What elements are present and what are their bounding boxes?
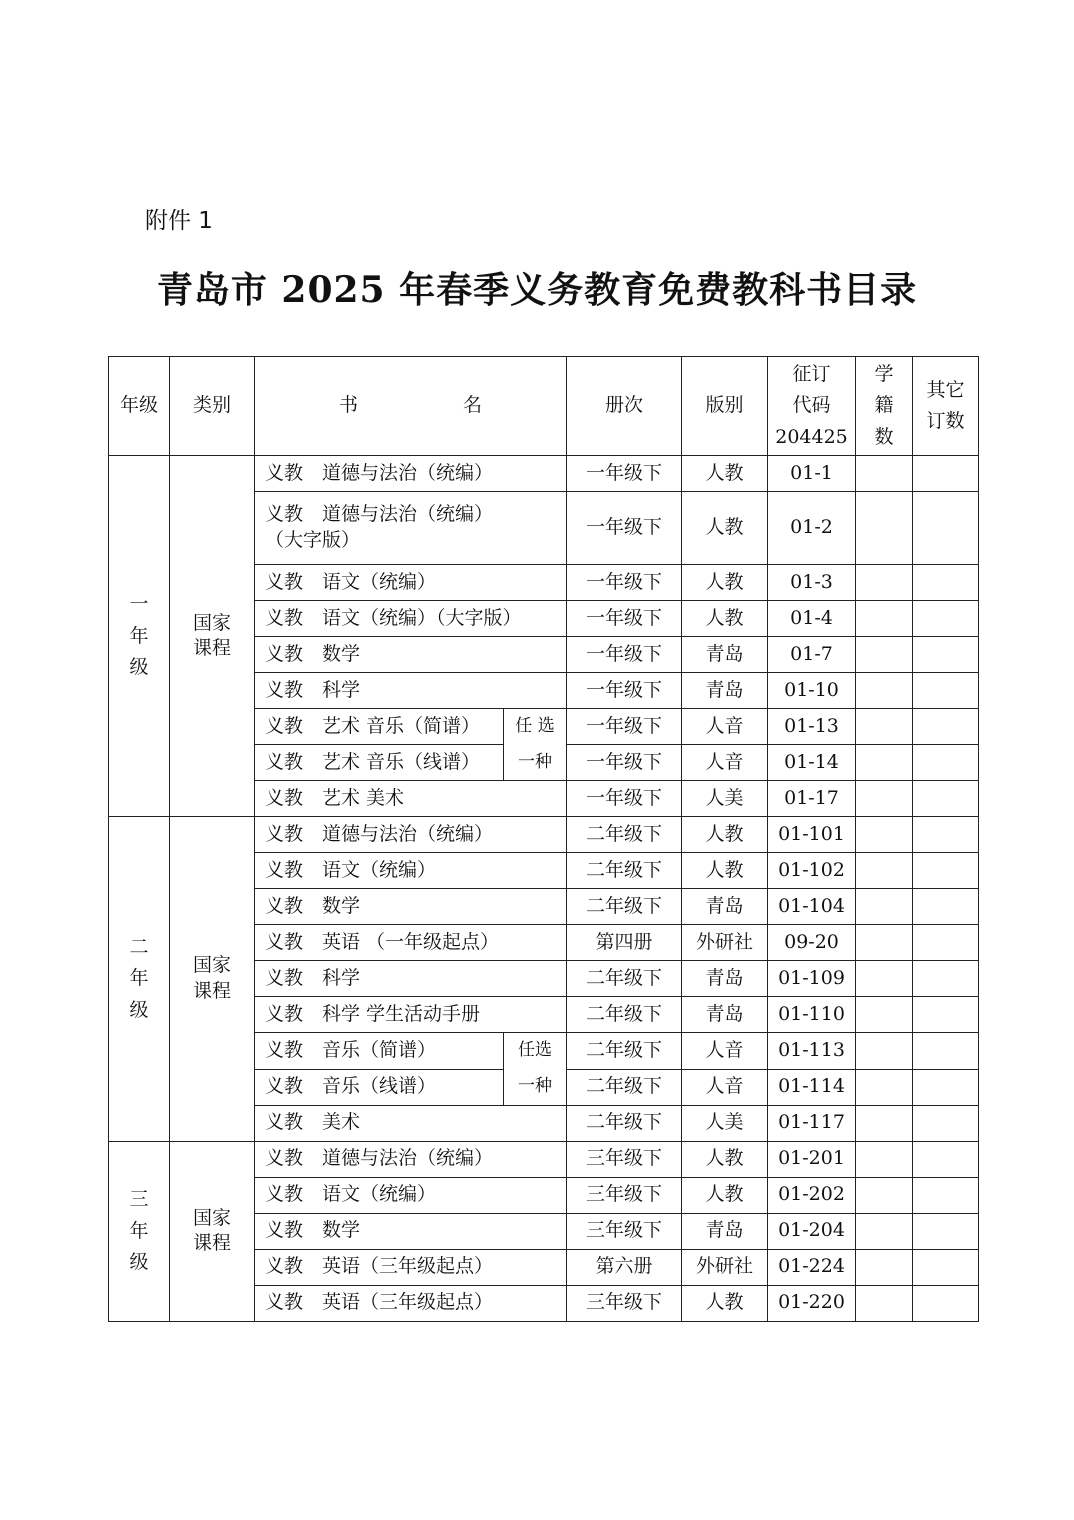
header-other-count-line: 其它: [926, 378, 965, 401]
category-line: 课程: [192, 637, 231, 660]
edition-cell: 青岛: [682, 889, 768, 925]
grade-cell: [109, 1141, 170, 1321]
edition-cell: 外研社: [682, 1249, 768, 1285]
book-name-line: [265, 1002, 566, 1028]
header-other-count-line: 订数: [926, 410, 965, 432]
book-name-cell: [255, 889, 567, 925]
header-edition: 版别: [682, 357, 768, 456]
other-count-cell: [913, 1213, 979, 1249]
volume-cell: 一年级下: [567, 745, 682, 781]
other-count-cell: [913, 565, 979, 601]
category-line: 国家: [192, 1206, 231, 1229]
other-count-cell: [913, 1069, 979, 1105]
enrollment-cell: [856, 1105, 913, 1141]
volume-cell: 二年级下: [567, 1033, 682, 1069]
order-code-cell: 01-4: [768, 601, 856, 637]
category-cell: [170, 1141, 255, 1321]
book-title: 科学: [322, 967, 361, 990]
edition-cell: 人教: [682, 1177, 768, 1213]
order-code-cell: 01-7: [768, 637, 856, 673]
book-name-cell: [255, 1105, 567, 1141]
book-name-line: [265, 894, 566, 920]
book-title: 语文（统编）: [322, 570, 437, 593]
grade-char: 二: [129, 936, 149, 959]
edition-cell: 青岛: [682, 997, 768, 1033]
volume-cell: 一年级下: [567, 637, 682, 673]
book-prefix: 义教: [265, 967, 304, 990]
book-prefix: 义教: [265, 1111, 304, 1134]
other-count-cell: [913, 1285, 979, 1321]
header-grade: 年级: [109, 357, 170, 456]
grade-char: 级: [129, 655, 149, 678]
grade-char: 年: [129, 624, 149, 647]
other-count-cell: [913, 781, 979, 817]
choice-note-line: 任 选: [515, 716, 555, 736]
header-order-code: [768, 357, 856, 456]
book-name-line: [265, 1038, 503, 1064]
header-volume: 册次: [567, 357, 682, 456]
book-name-cell: [255, 601, 567, 637]
category-cell: [170, 456, 255, 817]
book-prefix: 义教: [265, 714, 304, 737]
book-name-line: [265, 966, 566, 992]
book-prefix: 义教: [265, 931, 304, 954]
book-name-line: [265, 750, 503, 776]
edition-cell: 人美: [682, 781, 768, 817]
choice-note-line: 任选: [518, 1040, 552, 1061]
table-row: [109, 817, 979, 853]
choice-note-line: 一种: [518, 751, 552, 772]
enrollment-cell: [856, 492, 913, 565]
order-code-cell: 01-10: [768, 673, 856, 709]
category-line: 课程: [192, 980, 231, 1003]
volume-cell: 二年级下: [567, 961, 682, 997]
enrollment-cell: [856, 1249, 913, 1285]
volume-cell: 三年级下: [567, 1285, 682, 1321]
book-title: 数学: [322, 895, 361, 918]
enrollment-cell: [856, 1033, 913, 1069]
book-name-line: [265, 606, 566, 632]
enrollment-cell: [856, 1285, 913, 1321]
other-count-cell: [913, 492, 979, 565]
book-prefix: 义教: [265, 859, 304, 882]
enrollment-cell: [856, 889, 913, 925]
category-line: 国家: [192, 611, 231, 634]
book-title: 美术: [322, 1111, 361, 1134]
book-name-line: [265, 1146, 566, 1172]
book-name-cell: [255, 925, 567, 961]
enrollment-cell: [856, 961, 913, 997]
book-name-line: [265, 1110, 566, 1136]
other-count-cell: [913, 1177, 979, 1213]
order-code-cell: 01-220: [768, 1285, 856, 1321]
order-code-cell: 01-224: [768, 1249, 856, 1285]
book-name-line: [265, 678, 566, 704]
edition-cell: 人教: [682, 817, 768, 853]
enrollment-cell: [856, 1213, 913, 1249]
book-prefix: 义教: [265, 750, 304, 773]
enrollment-cell: [856, 456, 913, 492]
book-name-cell: [255, 709, 504, 745]
order-code-cell: 01-201: [768, 1141, 856, 1177]
book-name-line: [265, 570, 566, 596]
book-prefix: 义教: [265, 1003, 304, 1026]
order-code-cell: 09-20: [768, 925, 856, 961]
book-name-cell: [255, 1177, 567, 1213]
textbook-catalog-table: [108, 356, 979, 1322]
book-name-line: [265, 502, 566, 528]
edition-cell: 青岛: [682, 637, 768, 673]
grade-char: 三: [129, 1188, 149, 1211]
book-title: 艺术 音乐（简谱）: [322, 714, 481, 737]
header-book-name: [255, 357, 567, 456]
order-code-cell: 01-113: [768, 1033, 856, 1069]
book-name-line: [265, 786, 566, 812]
order-code-cell: 01-13: [768, 709, 856, 745]
other-count-cell: [913, 853, 979, 889]
book-name-line: [265, 858, 566, 884]
choice-note-line: 一种: [518, 1076, 552, 1097]
book-title: 艺术 美术: [322, 787, 405, 810]
grade-char: 年: [129, 1219, 149, 1242]
book-name-line: [265, 1218, 566, 1244]
book-prefix: 义教: [265, 1219, 304, 1242]
volume-cell: 三年级下: [567, 1141, 682, 1177]
table-row: [109, 1141, 979, 1177]
choice-note-cell: [504, 709, 567, 781]
category-cell: [170, 817, 255, 1141]
grade-cell: [109, 456, 170, 817]
other-count-cell: [913, 997, 979, 1033]
other-count-cell: [913, 889, 979, 925]
book-prefix: 义教: [265, 1075, 304, 1098]
volume-cell: 一年级下: [567, 456, 682, 492]
volume-cell: 二年级下: [567, 1105, 682, 1141]
book-prefix: 义教: [265, 1255, 304, 1278]
volume-cell: 二年级下: [567, 1069, 682, 1105]
header-other-count: [913, 357, 979, 456]
volume-cell: 一年级下: [567, 673, 682, 709]
other-count-cell: [913, 1249, 979, 1285]
book-name-cell: [255, 1285, 567, 1321]
header-book-name-left: 书: [338, 394, 358, 417]
enrollment-cell: [856, 817, 913, 853]
choice-note-cell: [504, 1033, 567, 1105]
book-title: 道德与法治（统编）: [322, 461, 494, 484]
edition-cell: 青岛: [682, 1213, 768, 1249]
enrollment-cell: [856, 781, 913, 817]
book-name-cell: [255, 781, 567, 817]
book-name-cell: [255, 492, 567, 565]
edition-cell: 人教: [682, 565, 768, 601]
book-name-line: [265, 642, 566, 668]
order-code-cell: 01-104: [768, 889, 856, 925]
book-title: 语文（统编）: [322, 1183, 437, 1206]
grade-char: 级: [129, 1250, 149, 1273]
other-count-cell: [913, 961, 979, 997]
table-row: [109, 456, 979, 492]
enrollment-cell: [856, 601, 913, 637]
book-name-cell: [255, 817, 567, 853]
edition-cell: 人教: [682, 853, 768, 889]
other-count-cell: [913, 709, 979, 745]
book-prefix: 义教: [265, 606, 304, 629]
edition-cell: 人音: [682, 1069, 768, 1105]
order-code-cell: 01-202: [768, 1177, 856, 1213]
book-prefix: 义教: [265, 895, 304, 918]
order-code-cell: 01-101: [768, 817, 856, 853]
enrollment-cell: [856, 637, 913, 673]
header-enrollment: [856, 357, 913, 456]
enrollment-cell: [856, 1069, 913, 1105]
book-prefix: 义教: [265, 1147, 304, 1170]
book-name-cell: [255, 1249, 567, 1285]
book-title: 数学: [322, 1219, 361, 1242]
header-order-code-line: 征订: [792, 362, 831, 385]
header-category: 类别: [170, 357, 255, 456]
enrollment-cell: [856, 997, 913, 1033]
order-code-cell: 01-114: [768, 1069, 856, 1105]
edition-cell: 人音: [682, 709, 768, 745]
header-enrollment-char: 学: [874, 362, 894, 385]
book-name-line: [265, 1182, 566, 1208]
book-name-line: [265, 930, 566, 956]
book-prefix: 义教: [265, 1039, 304, 1062]
book-title: 道德与法治（统编）: [322, 503, 494, 526]
grade-cell: [109, 817, 170, 1141]
book-title: 音乐（简谱）: [322, 1039, 437, 1062]
edition-cell: 人教: [682, 1141, 768, 1177]
book-prefix: 义教: [265, 823, 304, 846]
edition-cell: 人美: [682, 1105, 768, 1141]
edition-cell: 人音: [682, 1033, 768, 1069]
volume-cell: 一年级下: [567, 565, 682, 601]
volume-cell: 二年级下: [567, 817, 682, 853]
book-title: 道德与法治（统编）: [322, 823, 494, 846]
book-title: 道德与法治（统编）: [322, 1147, 494, 1170]
other-count-cell: [913, 817, 979, 853]
other-count-cell: [913, 925, 979, 961]
enrollment-cell: [856, 853, 913, 889]
other-count-cell: [913, 1141, 979, 1177]
edition-cell: 外研社: [682, 925, 768, 961]
enrollment-cell: [856, 709, 913, 745]
volume-cell: 一年级下: [567, 492, 682, 565]
order-code-cell: 01-2: [768, 492, 856, 565]
book-name-cell: [255, 961, 567, 997]
order-code-cell: 01-1: [768, 456, 856, 492]
edition-cell: 青岛: [682, 961, 768, 997]
book-prefix: 义教: [265, 570, 304, 593]
header-book-name-right: 名: [463, 394, 483, 417]
book-name-line: [265, 1074, 503, 1100]
other-count-cell: [913, 745, 979, 781]
book-title-line2: （大字版）: [265, 529, 361, 551]
book-title: 数学: [322, 642, 361, 665]
volume-cell: 一年级下: [567, 709, 682, 745]
volume-cell: 一年级下: [567, 781, 682, 817]
book-title: 音乐（线谱）: [322, 1075, 437, 1098]
book-prefix: 义教: [265, 1183, 304, 1206]
header-order-code-line: 代码: [792, 394, 831, 417]
book-title: 科学: [322, 678, 361, 701]
volume-cell: 一年级下: [567, 601, 682, 637]
attachment-label: 附件 1: [145, 208, 213, 234]
header-enrollment-char: 数: [874, 425, 894, 448]
header-enrollment-char: 籍: [874, 394, 894, 417]
book-prefix: 义教: [265, 642, 304, 665]
enrollment-cell: [856, 1141, 913, 1177]
enrollment-cell: [856, 565, 913, 601]
book-title: 艺术 音乐（线谱）: [322, 750, 481, 773]
book-name-line: [265, 1290, 566, 1316]
book-name-line: [265, 461, 566, 487]
category-line: 国家: [192, 954, 231, 977]
other-count-cell: [913, 637, 979, 673]
volume-cell: 二年级下: [567, 889, 682, 925]
order-code-cell: 01-109: [768, 961, 856, 997]
edition-cell: 人音: [682, 745, 768, 781]
book-name-cell: [255, 1069, 504, 1105]
book-name-cell: [255, 1213, 567, 1249]
order-code-cell: 01-3: [768, 565, 856, 601]
order-code-cell: 01-204: [768, 1213, 856, 1249]
book-prefix: 义教: [265, 503, 304, 526]
grade-char: 级: [129, 998, 149, 1021]
book-prefix: 义教: [265, 787, 304, 810]
book-name-cell: [255, 456, 567, 492]
enrollment-cell: [856, 745, 913, 781]
grade-char: 一: [129, 593, 149, 616]
header-row: [109, 357, 979, 456]
book-name-cell: [255, 637, 567, 673]
edition-cell: 青岛: [682, 673, 768, 709]
grade-char: 年: [129, 967, 149, 990]
book-title: 语文（统编）（大字版）: [322, 606, 522, 629]
book-name-cell: [255, 997, 567, 1033]
order-code-cell: 01-102: [768, 853, 856, 889]
enrollment-cell: [856, 673, 913, 709]
book-name-cell: [255, 1141, 567, 1177]
book-prefix: 义教: [265, 461, 304, 484]
book-name-cell: [255, 745, 504, 781]
book-name-line: [265, 714, 503, 740]
book-title: 英语 （一年级起点）: [322, 931, 500, 954]
book-prefix: 义教: [265, 1291, 304, 1314]
order-code-cell: 01-17: [768, 781, 856, 817]
volume-cell: 第六册: [567, 1249, 682, 1285]
order-code-cell: 01-14: [768, 745, 856, 781]
book-title: 科学 学生活动手册: [322, 1003, 481, 1026]
edition-cell: 人教: [682, 456, 768, 492]
book-name-cell: [255, 853, 567, 889]
book-name-cell: [255, 565, 567, 601]
edition-cell: 人教: [682, 601, 768, 637]
other-count-cell: [913, 601, 979, 637]
book-title: 英语（三年级起点）: [322, 1255, 494, 1278]
volume-cell: 第四册: [567, 925, 682, 961]
order-code-cell: 01-117: [768, 1105, 856, 1141]
book-name-cell: [255, 673, 567, 709]
other-count-cell: [913, 673, 979, 709]
book-prefix: 义教: [265, 678, 304, 701]
edition-cell: 人教: [682, 492, 768, 565]
order-code-cell: 01-110: [768, 997, 856, 1033]
other-count-cell: [913, 1105, 979, 1141]
book-title: 语文（统编）: [322, 859, 437, 882]
edition-cell: 人教: [682, 1285, 768, 1321]
enrollment-cell: [856, 1177, 913, 1213]
volume-cell: 二年级下: [567, 853, 682, 889]
book-name-line: [265, 822, 566, 848]
book-title: 英语（三年级起点）: [322, 1291, 494, 1314]
header-order-code-line: 204425: [775, 425, 848, 448]
volume-cell: 二年级下: [567, 997, 682, 1033]
book-name-cell: [255, 1033, 504, 1069]
category-line: 课程: [192, 1232, 231, 1255]
volume-cell: 三年级下: [567, 1177, 682, 1213]
other-count-cell: [913, 456, 979, 492]
enrollment-cell: [856, 925, 913, 961]
book-name-line: [265, 1254, 566, 1280]
volume-cell: 三年级下: [567, 1213, 682, 1249]
other-count-cell: [913, 1033, 979, 1069]
document-title: 青岛市 2025 年春季义务教育免费教科书目录: [156, 269, 918, 311]
